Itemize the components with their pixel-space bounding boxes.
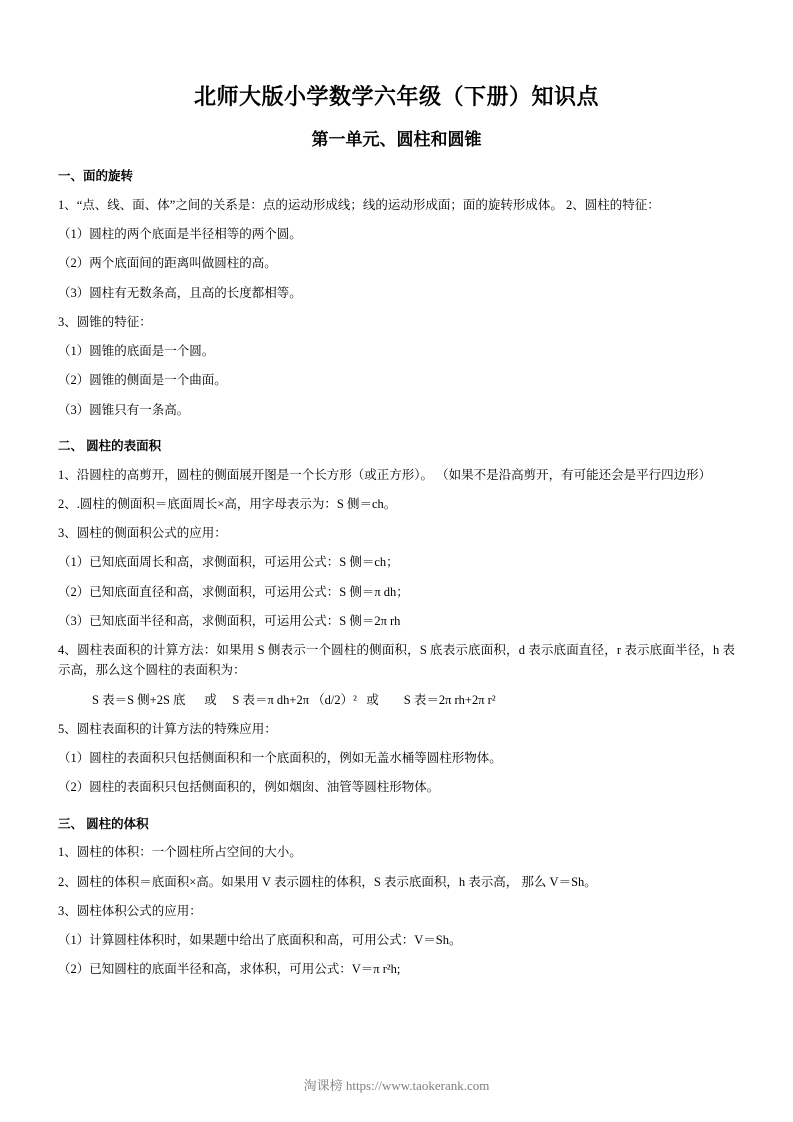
paragraph: 5、圆柱表面积的计算方法的特殊应用： — [58, 721, 277, 736]
paragraph: 1、圆柱的体积：一个圆柱所占空间的大小。 — [58, 845, 302, 860]
paragraph: （1）已知底面周长和高，求侧面积，可运用公式：S 侧＝ch； — [58, 555, 399, 570]
section-heading-3: 三、 圆柱的体积 — [58, 816, 149, 831]
formula-surface-area: S 表＝S 侧+2S 底 或 S 表＝π dh+2π （d/2）² 或 S 表＝2π rh+2π r² — [92, 692, 496, 707]
paragraph: 2、圆柱的体积＝底面积×高。如果用 V 表示圆柱的体积，S 表示底面积，h 表示高， 那么 V＝Sh。 — [58, 874, 597, 889]
paragraph: 3、圆锥的特征： — [58, 314, 152, 329]
paragraph: （2）两个底面间的距离叫做圆柱的高。 — [58, 256, 277, 271]
section-heading-2: 二、 圆柱的表面积 — [58, 438, 162, 453]
paragraph: 2、.圆柱的侧面积＝底面周长×高，用字母表示为：S 侧＝ch。 — [58, 496, 397, 511]
paragraph: （2）已知底面直径和高，求侧面积，可运用公式：S 侧＝π dh； — [58, 584, 409, 599]
paragraph: 1、沿圆柱的高剪开，圆柱的侧面展开图是一个长方形（或正方形）。 （如果不是沿高剪开，有可能还会是平行四边形） — [58, 467, 712, 482]
paragraph: （1）计算圆柱体积时，如果题中给出了底面积和高，可用公式：V＝Sh。 — [58, 933, 462, 947]
page-title: 北师大版小学数学六年级（下册）知识点 — [193, 84, 599, 109]
paragraph: （3）圆柱有无数条高，且高的长度都相等。 — [58, 285, 302, 300]
paragraph: （1）圆锥的底面是一个圆。 — [58, 344, 215, 358]
paragraph: （2）圆锥的侧面是一个曲面。 — [58, 373, 227, 388]
paragraph: （3）圆锥只有一条高。 — [58, 402, 190, 417]
paragraph: 3、圆柱体积公式的应用： — [58, 903, 202, 918]
paragraph: 1、“点、线、面、体”之间的关系是：点的运动形成线；线的运动形成面；面的旋转形成体。 2、圆柱的特征： — [58, 197, 660, 212]
paragraph: （3）已知底面半径和高，求侧面积，可运用公式：S 侧＝2π rh — [58, 613, 401, 628]
paragraph: （2）已知圆柱的底面半径和高，求体积，可用公式：V＝π r²h; — [58, 962, 401, 977]
page-subtitle: 第一单元、圆柱和圆锥 — [311, 130, 482, 149]
paragraph: 3、圆柱的侧面积公式的应用： — [58, 526, 227, 540]
section-heading-1: 一、面的旋转 — [58, 169, 134, 183]
paragraph: （1）圆柱的两个底面是半径相等的两个圆。 — [58, 227, 302, 241]
paragraph: （2）圆柱的表面积只包括侧面积的，例如烟囱、油管等圆柱形物体。 — [58, 780, 440, 795]
paragraph: （1）圆柱的表面积只包括侧面积和一个底面积的，例如无盖水桶等圆柱形物体。 — [58, 751, 502, 765]
footer-watermark: 淘课榜 https://www.taokerank.com — [303, 1078, 490, 1093]
paragraph: 4、圆柱表面积的计算方法：如果用 S 侧表示一个圆柱的侧面积，S 底表示底面积，d 表示底面直径，r 表示底面半径，h 表示高，那么这个圆柱的表面积为： — [58, 643, 735, 678]
